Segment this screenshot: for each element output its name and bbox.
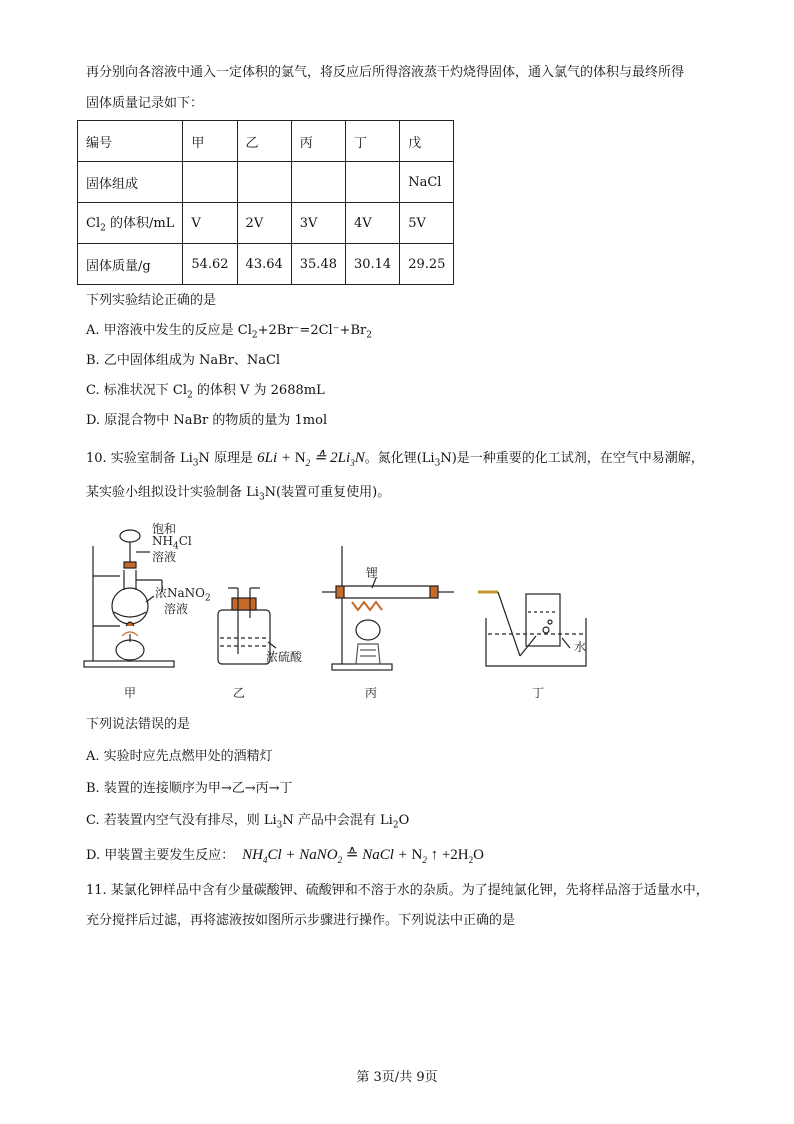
results-table bbox=[77, 120, 454, 285]
table-header-row bbox=[78, 121, 454, 162]
apparatus-yi bbox=[218, 588, 270, 664]
table-cell bbox=[291, 162, 345, 203]
label-nano2: 浓NaNO$_2$ bbox=[155, 586, 211, 604]
q10-option-a: A. 实验时应先点燃甲处的酒精灯 bbox=[86, 749, 273, 764]
label-ding: 丁 bbox=[532, 686, 545, 700]
label-solution-2: 溶液 bbox=[164, 602, 189, 616]
intro-line-2: 固体质量记录如下： bbox=[86, 96, 204, 111]
q9-stem: 下列实验结论正确的是 bbox=[86, 293, 217, 308]
q9-option-a: A. 甲溶液中发生的反应是 $Cl_2+2Br^-=2Cl^-+Br_2$ bbox=[86, 323, 372, 341]
q9-option-d: D. 原混合物中 NaBr 的物质的量为 1mol bbox=[86, 413, 328, 428]
label-nh4cl: $NH_4Cl$ bbox=[152, 534, 192, 552]
q11-line-2: 充分搅拌后过滤，再将滤液按如图所示步骤进行操作。下列说法中正确的是 bbox=[86, 913, 516, 928]
intro-line-1: 再分别向各溶液中通入一定体积的氯气，将反应后所得溶液蒸干灼烧得固体，通入氯气的体积与最终所得 bbox=[86, 65, 685, 80]
table-cell: 丙 bbox=[291, 121, 345, 162]
label-jia: 甲 bbox=[124, 686, 137, 700]
table-row bbox=[78, 203, 454, 244]
label-water: 水 bbox=[574, 640, 587, 654]
table-cell: $Cl_2$ 的体积/mL bbox=[78, 203, 183, 244]
q11-line-1: 11. 某氯化钾样品中含有少量碳酸钾、硫酸钾和不溶于水的杂质。为了提纯氯化钾，先将样品溶于适量水中， bbox=[86, 883, 709, 898]
table-row bbox=[78, 162, 454, 203]
label-yi: 乙 bbox=[233, 686, 246, 700]
table-row bbox=[78, 244, 454, 285]
table-cell: 35.48 bbox=[291, 244, 345, 285]
q10-option-c: C. 若装置内空气没有排尽，则 $Li_3N$ 产品中会混有 $Li_2O$ bbox=[86, 813, 410, 831]
table-cell: 3V bbox=[291, 203, 345, 244]
q10-stem-line-1: 10. 实验室制备 $Li_3N$ 原理是 $6Li + N_2$ ≙ $2Li_3N$。氮化锂$(Li_3N)$是一种重要的化工试剂，在空气中易潮解， bbox=[86, 450, 704, 469]
table-cell bbox=[237, 162, 291, 203]
table-cell: 4V bbox=[345, 203, 399, 244]
table-cell: 固体组成 bbox=[78, 162, 183, 203]
table-cell: 固体质量/g bbox=[78, 244, 183, 285]
table-cell: 30.14 bbox=[345, 244, 399, 285]
table-cell: 43.64 bbox=[237, 244, 291, 285]
label-solution-1: 溶液 bbox=[152, 550, 177, 564]
label-bing: 丙 bbox=[365, 686, 378, 700]
table-cell: V bbox=[183, 203, 237, 244]
label-lithium: 锂 bbox=[366, 566, 379, 580]
table-cell: 5V bbox=[400, 203, 454, 244]
q10-d-formula: $NH_4Cl$ + NaNO$_2$ ≙ NaCl + $N_2$ ↑ $+2H_2O$ bbox=[238, 847, 484, 865]
label-h2so4: 浓硫酸 bbox=[266, 650, 303, 664]
q10-stem-line-2: 某实验小组拟设计实验制备 $Li_3N$(装置可重复使用)。 bbox=[86, 485, 391, 503]
apparatus-ding bbox=[478, 592, 586, 666]
q10-option-d: D. 甲装置主要发生反应： $NH_4Cl$ + NaNO$_2$ ≙ NaCl + $N_2$ ↑ $+2H_2O$ bbox=[86, 847, 484, 865]
table-cell: 甲 bbox=[183, 121, 237, 162]
q10-option-b: B. 装置的连接顺序为甲→乙→丙→丁 bbox=[86, 781, 293, 796]
table-cell: 乙 bbox=[237, 121, 291, 162]
q10-stem-2: 下列说法错误的是 bbox=[86, 717, 191, 732]
table-cell bbox=[183, 162, 237, 203]
table-cell: 54.62 bbox=[183, 244, 237, 285]
table-cell: 编号 bbox=[78, 121, 183, 162]
table-cell: 2V bbox=[237, 203, 291, 244]
label-saturated: 饱和 bbox=[152, 522, 177, 536]
apparatus-bing bbox=[322, 546, 454, 670]
q9-option-b: B. 乙中固体组成为 NaBr、NaCl bbox=[86, 353, 281, 368]
table-cell: NaCl bbox=[400, 162, 454, 203]
page-footer: 第 3页/共 9页 bbox=[356, 1070, 438, 1085]
table-cell: 戊 bbox=[400, 121, 454, 162]
table-cell bbox=[345, 162, 399, 203]
table-cell: 丁 bbox=[345, 121, 399, 162]
volume-label: 的体积/mL bbox=[109, 216, 175, 232]
q9-option-c: C. 标准状况下 $Cl_2$ 的体积 V 为 2688mL bbox=[86, 383, 325, 401]
table-cell: 29.25 bbox=[400, 244, 454, 285]
q10-reaction-formula: $6Li + N_2$ ≙ $2Li_3N$ bbox=[257, 450, 365, 468]
